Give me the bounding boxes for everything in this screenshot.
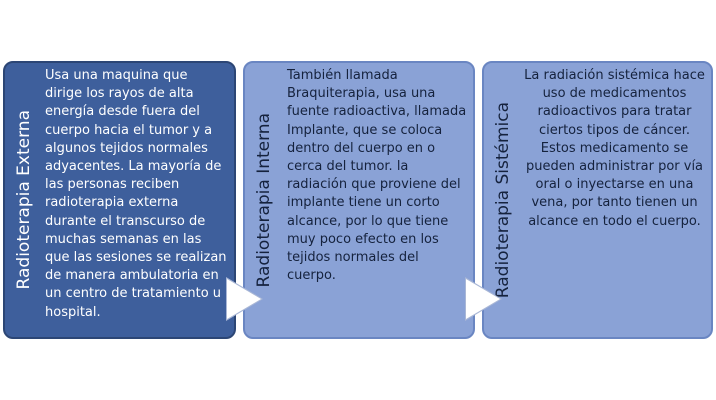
panel-radioterapia-externa [3,61,236,339]
panel-description: También llamada Braquiterapia, usa una fuente radioactiva, llamada Implante, que se coloca dentro del cuerpo en o cerca del tumor. la radiación que proviene del implante tiene un corto alcance, por lo que tiene muy poco efecto en los tejidos normales del cuerpo. [287,68,467,284]
panel-description: La radiación sistémica hace uso de medicamentos radioactivos para tratar ciertos tipos de cáncer. Estos medicamento se pueden administrar por vía oral o inyectarse en una vena, por tanto tienen un alcance en todo el cuerpo. [524,68,705,229]
panel-description: Usa una maquina que dirige los rayos de alta energía desde fuera del cuerpo hacia el tumor y a algunos tejidos normales adyacentes. La mayoría de las personas reciben radioterapia externa durante el transcurso de muchas semanas en las que las sesiones se realizan de manera ambulatoria en un centro de tratamiento u hospital. [45,68,227,320]
arrow-right-icon [227,279,261,319]
arrow-right-icon [466,279,500,319]
panel-radioterapia-sistemica [482,61,713,339]
panel-title: Radioterapia Sistémica [493,101,513,299]
panel-radioterapia-interna [243,61,475,339]
panel-title: Radioterapia Externa [14,110,34,290]
panel-title: Radioterapia Interna [254,112,274,288]
